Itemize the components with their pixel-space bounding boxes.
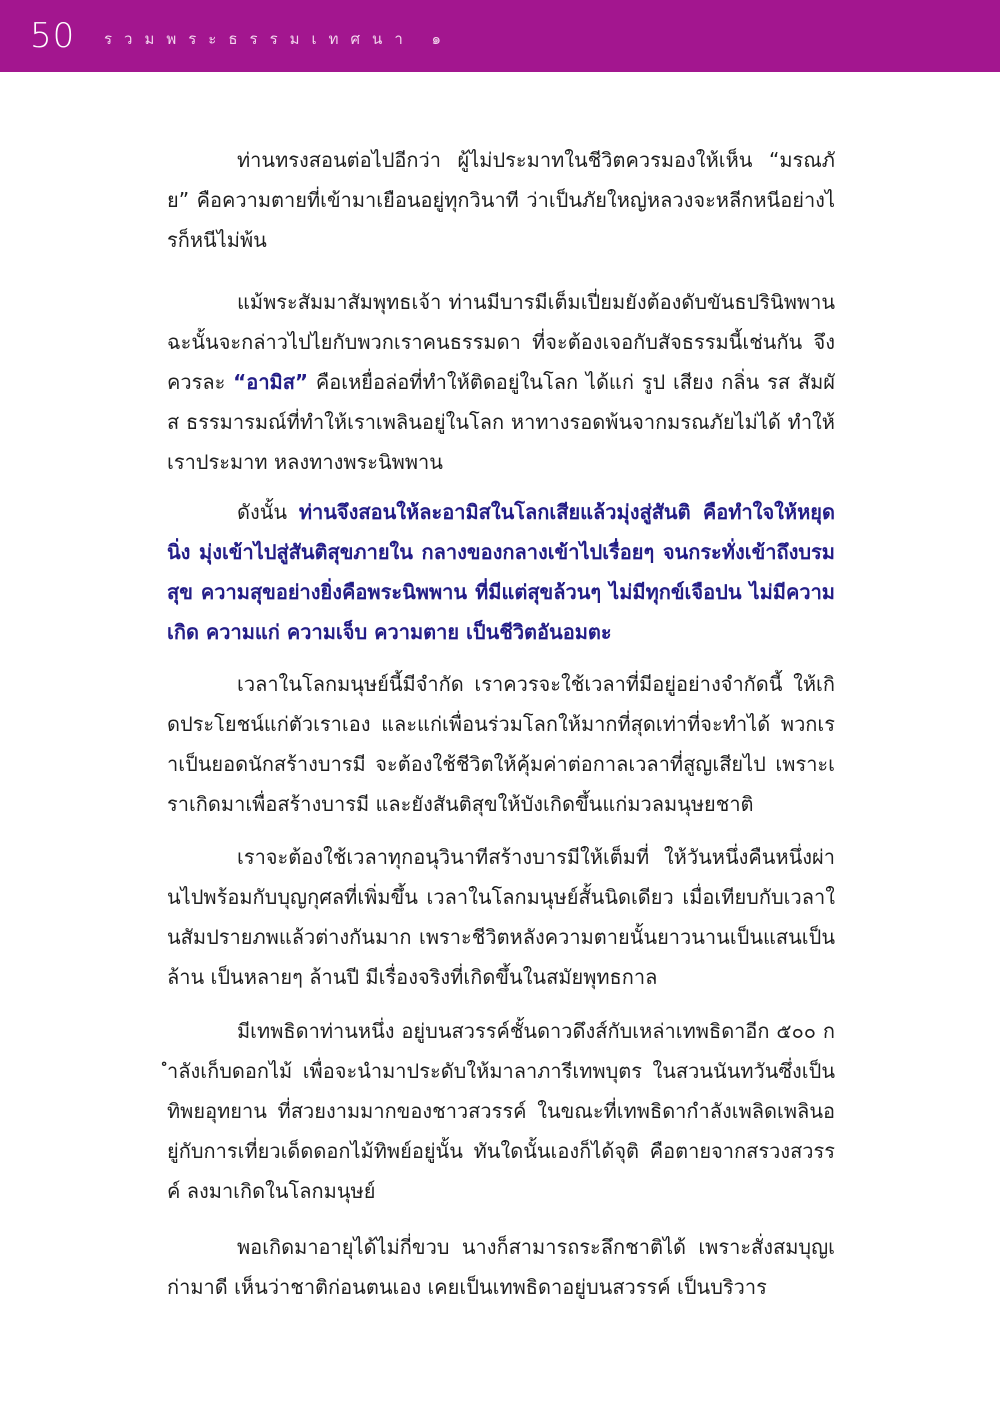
paragraph-2-text-before: แม้พระสัมมาสัมพุทธเจ้า ท่านมีบารมีเต็มเปี่ยมยังต้องดับขันธปรินิพพาน ฉะนั้นจะกล่าวไปไยกับพวกเราคนธรรมดา ที่จะต้องเจอกับสัจธรรมนี้เช่นกัน จึงควรละ (167, 290, 835, 394)
paragraph-2-text-after: คือเหยื่อล่อที่ทำให้ติดอยู่ในโลก ได้แก่ รูป เสียง กลิ่น รส สัมผัส ธรรมารมณ์ที่ทำให้เราเพลินอยู่ในโลก หาทางรอดพ้นจากมรณภัยไม่ได้ ทำให้เราประมาท หลงทางพระนิพพาน (167, 370, 835, 474)
paragraph-5: เราจะต้องใช้เวลาทุกอนุวินาทีสร้างบารมีให้เต็มที่ ให้วันหนึ่งคืนหนึ่งผ่านไปพร้อมกับบุญกุศลที่เพิ่มขึ้น เวลาในโลกมนุษย์สั้นนิดเดียว เมื่อเทียบกับเวลาในสัมปรายภพแล้วต่างกันมาก เพราะชีวิตหลังความตายนั้นยาวนานเป็นแสนเป็นล้าน เป็นหลายๆ ล้านปี มีเรื่องจริงที่เกิดขึ้นในสมัยพุทธกาล (167, 845, 835, 989)
paragraph-4: เวลาในโลกมนุษย์นี้มีจำกัด เราควรจะใช้เวลาที่มีอยู่อย่างจำกัดนี้ ให้เกิดประโยชน์แก่ตัวเราเอง และแก่เพื่อนร่วมโลกให้มากที่สุดเท่าที่จะทำได้ พวกเราเป็นยอดนักสร้างบารมี จะต้องใช้ชีวิตให้คุ้มค่าต่อกาลเวลาที่สูญเสียไป เพราะเราเกิดมาเพื่อสร้างบารมี และยังสันติสุขให้บังเกิดขึ้นแก่มวลมนุษยชาติ (167, 672, 835, 816)
header-band (0, 0, 1000, 72)
page-number: 50 (30, 16, 76, 56)
paragraph-3 (167, 492, 835, 652)
body-text (167, 140, 835, 1307)
amisa-term: “อามิส” (233, 370, 309, 394)
paragraph-1: ท่านทรงสอนต่อไปอีกว่า ผู้ไม่ประมาทในชีวิตควรมองให้เห็น “มรณภัย” คือความตายที่เข้ามาเยือนอยู่ทุกวินาที ว่าเป็นภัยใหญ่หลวงจะหลีกหนีอย่างไรก็หนีไม่พ้น (167, 148, 835, 252)
paragraph-6: มีเทพธิดาท่านหนึ่ง อยู่บนสวรรค์ชั้นดาวดึงส์กับเหล่าเทพธิดาอีก ๕๐๐ กำลังเก็บดอกไม้ เพื่อจะนำมาประดับให้มาลาภารีเทพบุตร ในสวนนันทวันซึ่งเป็นทิพยอุทยาน ที่สวยงามมากของชาวสวรรค์ ในขณะที่เทพธิดากำลังเพลิดเพลินอยู่กับการเที่ยวเด็ดดอกไม้ทิพย์อยู่นั้น ทันใดนั้นเองก็ได้จุติ คือตายจากสรวงสวรรค์ ลงมาเกิดในโลกมนุษย์ (167, 1019, 835, 1203)
paragraph-7: พอเกิดมาอายุได้ไม่กี่ขวบ นางก็สามารถระลึกชาติได้ เพราะสั่งสมบุญเก่ามาดี เห็นว่าชาติก่อนตนเอง เคยเป็นเทพธิดาอยู่บนสวรรค์ เป็นบริวาร (167, 1235, 835, 1299)
paragraph-2 (167, 282, 835, 482)
paragraph-3-lead: ดังนั้น (237, 500, 299, 524)
book-title: รวมพระธรรมเทศนา ๑ (104, 30, 454, 48)
paragraph-3-emphasis: ท่านจึงสอนให้ละอามิสในโลกเสียแล้วมุ่งสู่สันติ คือทำใจให้หยุดนิ่ง มุ่งเข้าไปสู่สันติสุขภายใน กลางของกลางเข้าไปเรื่อยๆ จนกระทั่งเข้าถึงบรมสุข ความสุขอย่างยิ่งคือพระนิพพาน ที่มีแต่สุขล้วนๆ ไม่มีทุกข์เจือปน ไม่มีความเกิด ความแก่ ความเจ็บ ความตาย เป็นชีวิตอันอมตะ (167, 500, 835, 644)
